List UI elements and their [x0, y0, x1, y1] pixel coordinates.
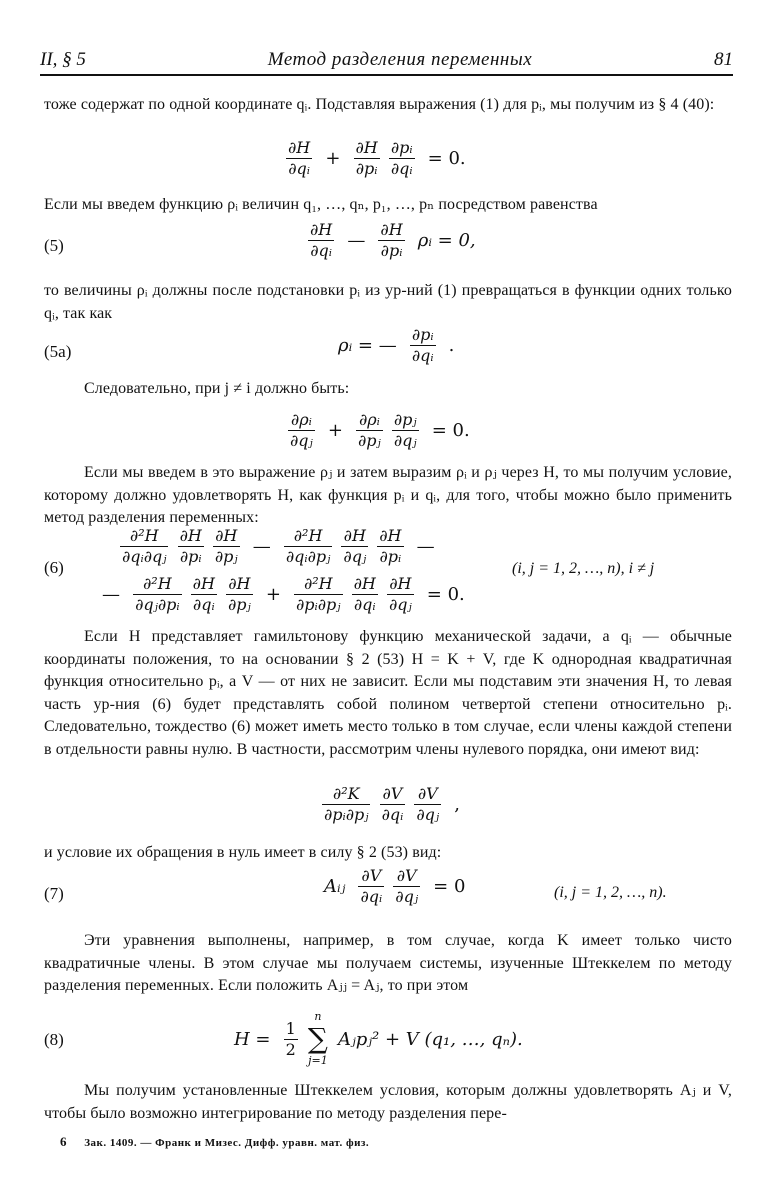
equation-label-8: (8) [44, 1030, 64, 1049]
paragraph-7: и условие их обращения в нуль имеет в силу § 2 (53) вид: [44, 844, 442, 861]
fraction: $\frac{\partial V}{\text{∂qᵢ}}$ [381, 784, 404, 824]
fraction: $\frac{\partial H}{\text{∂qᵢ}}$ [353, 574, 376, 614]
fraction: $\frac{\text{∂²K}}{\text{∂pᵢ∂pⱼ}}$ [324, 784, 369, 824]
fraction: $\frac{\text{∂²H}}{\text{∂qⱼ∂pᵢ}}$ [135, 574, 180, 614]
page-number: 81 [714, 49, 733, 70]
fraction: $\frac{\partial H}{\text{∂pⱼ}}$ [228, 574, 251, 614]
paragraph-5: Если мы введем в это выражение ρⱼ и затем выразим ρᵢ и ρⱼ через H, то мы получим условие, которому должно удовлетворять H, как функция pᵢ и qᵢ, для того, чтобы можно было применить метод разделения переменных: [44, 464, 732, 526]
fraction: $\frac{\partial H}{\text{∂pᵢ}}$ [379, 526, 402, 566]
paragraph-4: Следовательно, при j ≠ i должно быть: [84, 380, 350, 397]
fraction: $\frac{\text{∂²H}}{\text{∂qᵢ∂qⱼ}}$ [122, 526, 167, 566]
summation: n ∑ j=1 [307, 1010, 328, 1067]
fraction: $\frac{1}{2}$ [285, 1018, 296, 1059]
fraction: $\frac{\partial H}{\text{∂qⱼ}}$ [343, 526, 367, 566]
equation-7-condition: (i, j = 1, 2, …, n). [554, 884, 667, 901]
fraction: $\frac{\partial V}{\text{∂qᵢ}}$ [360, 866, 383, 906]
equation-label-5a: (5a) [44, 342, 72, 361]
equation-8: H = $\frac{1}{2}$ n ∑ j=1 Aⱼpⱼ² + V (q₁, …, qₙ). [234, 1010, 523, 1067]
equation-6-row-2: — $\frac{\text{∂²H}}{\text{∂qⱼ∂pᵢ}}$ $\frac{\partial H}{\text{∂qᵢ}}$ $\frac{\partial H}{\text{∂pⱼ}}$ + $\frac{\text{∂²H}}{\text{∂pᵢ∂pⱼ}}$ $\frac{\partial H}{\text{∂qᵢ}}$ $\frac{\partial H}{\text{∂qⱼ}}$ = 0. [102, 574, 465, 614]
paragraph-9: Мы получим установленные Штеккелем условия, которым должны удовлетворять Aⱼ и V, чтобы было возможно интегрирование по методу разделения пере- [44, 1082, 732, 1122]
equation-label-7: (7) [44, 884, 64, 903]
header-title: Метод разделения переменных [267, 49, 533, 70]
equation-6-row-1: $\frac{\text{∂²H}}{\text{∂qᵢ∂qⱼ}}$ $\frac{\partial H}{\text{∂pᵢ}}$ $\frac{\partial H}{\text{∂pⱼ}}$ — $\frac{\text{∂²H}}{\text{∂qᵢ∂pⱼ}}$ $\frac{\partial H}{\text{∂qⱼ}}$ $\frac{\partial H}{\text{∂pᵢ}}$ — [122, 526, 435, 566]
equation-6-condition: (i, j = 1, 2, …, n), i ≠ j [512, 560, 655, 577]
fraction: $\frac{\partial H}{\text{∂pᵢ}}$ [380, 220, 403, 260]
paragraph-8: Эти уравнения выполнены, например, в том случае, когда K имеет только чисто квадратичные члены. В этом случае мы получаем системы, изученные Штеккелем по методу разделения переменных. Если положить Aⱼⱼ = Aⱼ, то при этом [44, 932, 732, 994]
equation-label-6: (6) [44, 558, 64, 577]
fraction: $\frac{\partial H}{\text{∂pⱼ}}$ [214, 526, 238, 566]
paragraph-2: Если мы введем функцию ρᵢ величин q₁, …, qₙ, p₁, …, pₙ посредством равенства [44, 196, 598, 213]
fraction: $\frac{\partial H}{\text{∂qᵢ}}$ [192, 574, 215, 614]
fraction: $\frac{\text{∂pᵢ}}{\text{∂qᵢ}}$ [390, 138, 413, 178]
equation-7: Aᵢⱼ $\frac{\partial V}{\text{∂qᵢ}}$ $\frac{\partial V}{\text{∂qⱼ}}$ = 0 [324, 866, 466, 906]
header-rule [40, 74, 733, 76]
equation-label-5: (5) [44, 236, 64, 255]
equation-rho-condition: $\frac{\text{∂ρᵢ}}{\text{∂qⱼ}}$ + $\frac{\text{∂ρᵢ}}{\text{∂pⱼ}}$ $\frac{\text{∂pⱼ}}{\text{∂qⱼ}}$ = 0. [290, 410, 470, 450]
fraction: $\frac{\text{∂pᵢ}}{\text{∂qᵢ}}$ [411, 325, 434, 365]
sheet-number: 6 [60, 1134, 67, 1149]
paragraph-1: тоже содержат по одной координате qᵢ. Подставляя выражения (1) для pᵢ, мы получим из § 4 (40): [44, 96, 715, 113]
printer-imprint [60, 1134, 369, 1150]
fraction: $\frac{\partial V}{\text{∂qⱼ}}$ [395, 866, 419, 906]
fraction: $\frac{\text{∂²H}}{\text{∂qᵢ∂pⱼ}}$ [285, 526, 331, 566]
fraction: $\frac{\partial H}{\text{∂pᵢ}}$ [355, 138, 378, 178]
equation-zero-order-terms: $\frac{\text{∂²K}}{\text{∂pᵢ∂pⱼ}}$ $\frac{\partial V}{\text{∂qᵢ}}$ $\frac{\partial V}{\text{∂qⱼ}}$ , [324, 784, 460, 824]
fraction: $\frac{\partial H}{\text{∂qᵢ}}$ [288, 138, 311, 178]
running-header [40, 48, 733, 76]
fraction: $\frac{\text{∂pⱼ}}{\text{∂qⱼ}}$ [393, 410, 417, 450]
imprint-text: Зак. 1409. — Франк и Мизес. Дифф. уравн. мат. физ. [84, 1137, 370, 1149]
fraction: $\frac{\text{∂ρᵢ}}{\text{∂pⱼ}}$ [358, 410, 381, 450]
fraction: $\frac{\partial H}{\text{∂qᵢ}}$ [310, 220, 333, 260]
fraction: $\frac{\partial V}{\text{∂qⱼ}}$ [416, 784, 440, 824]
paragraph-6: Если H представляет гамильтонову функцию механической задачи, а qᵢ — обычные координаты положения, то на основании § 2 (53) H = K + V, где K однородная квадратичная функция относительно pᵢ, а V — от них не зависит. Если мы подставим эти значения H, то левая часть ур-ния (6) будет представлять собой полином четвертой степени относительно pᵢ. Следовательно, тождество (6) может иметь место только в том случае, если члены каждой степени в отдельности равны нулю. В частности, рассмотрим члены нулевого порядка, они имеют вид: [44, 628, 732, 758]
fraction: $\frac{\text{∂²H}}{\text{∂pᵢ∂pⱼ}}$ [296, 574, 341, 614]
fraction: $\frac{\text{∂ρᵢ}}{\text{∂qⱼ}}$ [290, 410, 313, 450]
equation-hamilton-jacobi: $\frac{\partial H}{\text{∂qᵢ}}$ + $\frac{\partial H}{\text{∂pᵢ}}$ $\frac{\text{∂pᵢ}}{\text{∂qᵢ}}$ = 0. [288, 138, 466, 178]
fraction: $\frac{\partial H}{\text{∂pᵢ}}$ [179, 526, 202, 566]
equation-5: $\frac{\partial H}{\text{∂qᵢ}}$ — $\frac{\partial H}{\text{∂pᵢ}}$ ρᵢ = 0, [310, 220, 476, 260]
paragraph-3: то величины ρᵢ должны после подстановки pᵢ из ур-ний (1) превращаться в функции одних только qᵢ, так как [44, 282, 732, 322]
fraction: $\frac{\partial H}{\text{∂qⱼ}}$ [388, 574, 412, 614]
header-section: II, § 5 [40, 49, 86, 70]
equation-5a: ρᵢ = — $\frac{\text{∂pᵢ}}{\text{∂qᵢ}}$ . [338, 325, 455, 365]
